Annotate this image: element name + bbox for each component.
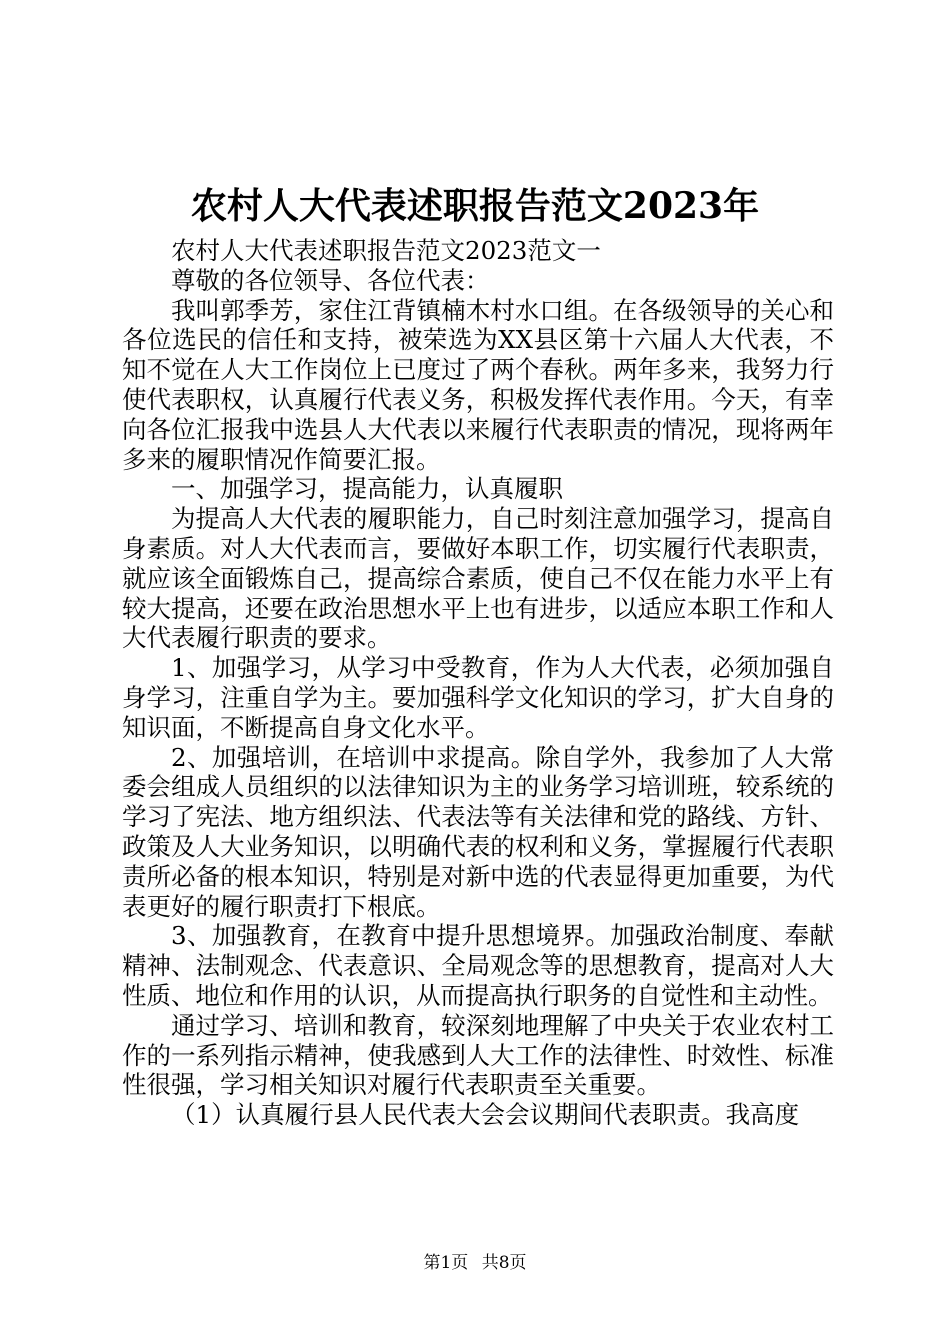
paragraph-salutation: 尊敬的各位领导、各位代表： bbox=[171, 265, 490, 295]
paragraph: 1、加强学习，从学习中受教育，作为人大代表，必须加强自身学习，注重自学为主。要加强科学文化知识的学习，扩大自身的知识面，不断提高自身文化水平。 bbox=[122, 653, 834, 742]
page-number-current: 第1页 bbox=[423, 1253, 469, 1273]
paragraph: 3、加强教育，在教育中提升思想境界。加强政治制度、奉献精神、法制观念、代表意识、全局观念等的思想教育，提高对人大性质、地位和作用的认识，从而提高执行职务的自觉性和主动性。 bbox=[122, 921, 834, 1010]
paragraph-introduction: 我叫郭季芳，家住江背镇楠木村水口组。在各级领导的关心和各位选民的信任和支持，被荣选为XX县区第十六届人大代表，不知不觉在人大工作岗位上已度过了两个春秋。两年多来，我努力行使代表职权，认真履行代表义务，积极发挥代表作用。今天，有幸向各位汇报我中选县人大代表以来履行代表职责的情况，现将两年多来的履职情况作简要汇报。 bbox=[122, 295, 834, 474]
paragraph-section-heading: 一、加强学习，提高能力，认真履职 bbox=[171, 474, 563, 504]
page-number-total: 共8页 bbox=[481, 1253, 527, 1273]
document-body bbox=[122, 236, 834, 1130]
document-title: 农村人大代表述职报告范文2023年 bbox=[190, 185, 760, 227]
paragraph: 为提高人大代表的履职能力，自己时刻注意加强学习，提高自身素质。对人大代表而言，要做好本职工作，切实履行代表职责，就应该全面锻炼自己，提高综合素质，使自己不仅在能力水平上有较大提高，还要在政治思想水平上也有进步，以适应本职工作和人大代表履行职责的要求。 bbox=[122, 504, 834, 653]
page-footer bbox=[0, 1252, 950, 1274]
paragraph-subtitle: 农村人大代表述职报告范文2023范文一 bbox=[171, 236, 601, 265]
paragraph: 2、加强培训，在培训中求提高。除自学外，我参加了人大常委会组成人员组织的以法律知识为主的业务学习培训班，较系统的学习了宪法、地方组织法、代表法等有关法律和党的路线、方针、政策及人大业务知识，以明确代表的权利和义务，掌握履行代表职责所必备的根本知识，特别是对新中选的代表显得更加重要，为代表更好的履行职责打下根底。 bbox=[122, 742, 834, 921]
paragraph: （1）认真履行县人民代表大会会议期间代表职责。我高度 bbox=[171, 1100, 800, 1130]
paragraph: 通过学习、培训和教育，较深刻地理解了中央关于农业农村工作的一系列指示精神，使我感到人大工作的法律性、时效性、标准性很强，学习相关知识对履行代表职责至关重要。 bbox=[122, 1010, 834, 1100]
